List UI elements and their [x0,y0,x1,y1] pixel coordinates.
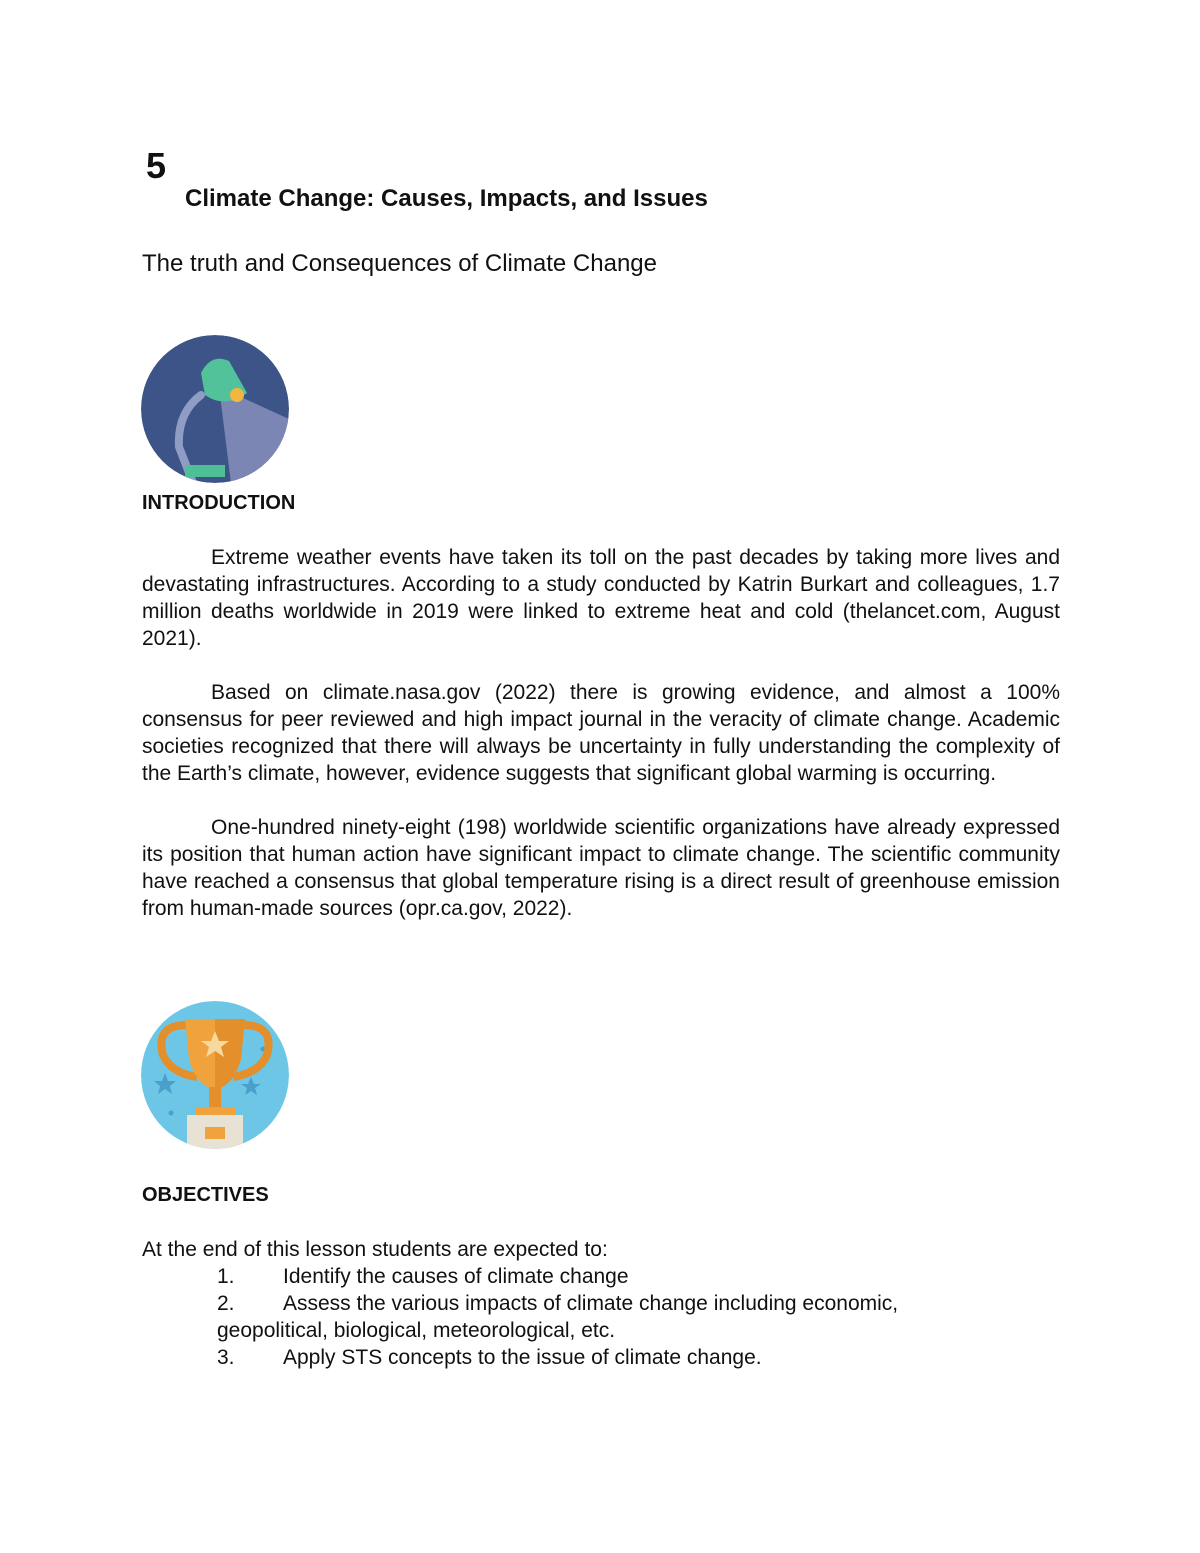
lesson-subtitle: The truth and Consequences of Climate Change [142,250,657,277]
objective-text: Assess the various impacts of climate change including economic, [283,1292,899,1315]
introduction-paragraph: One-hundred ninety-eight (198) worldwide scientific organizations have already expressed its position that human action have significant impact to climate change. The scientific community have reached a consensus that global temperature rising is a direct result of greenhouse emission from human-made sources (opr.ca.gov, 2022). [142,816,1060,920]
lesson-number: 5 [146,145,167,186]
introduction-paragraph: Based on climate.nasa.gov (2022) there is growing evidence, and almost a 100% consensus for peer reviewed and high impact journal in the veracity of climate change. Academic societies recognized that there will always be uncertainty in fully understanding the complexity of the Earth’s climate, however, evidence suggests that significant global warming is occurring. [142,681,1060,785]
objective-number: 2. [217,1292,235,1315]
objectives-list [217,1263,1017,1371]
objective-text-continued: geopolitical, biological, meteorological, etc. [217,1319,616,1342]
objective-text: Apply STS concepts to the issue of climate change. [283,1346,762,1369]
objective-item [217,1290,1017,1344]
introduction-heading: INTRODUCTION [142,492,296,514]
objectives-heading: OBJECTIVES [142,1184,269,1206]
objective-item [217,1344,1017,1371]
lesson-title: Climate Change: Causes, Impacts, and Issues [185,185,708,212]
objective-item [217,1263,1017,1290]
objective-text: Identify the causes of climate change [283,1265,629,1288]
objective-number: 1. [217,1265,235,1288]
desk-lamp-icon [141,335,289,483]
introduction-body [142,544,1060,949]
trophy-icon [141,1001,289,1149]
objectives-intro: At the end of this lesson students are expected to: [142,1238,608,1261]
introduction-paragraph: Extreme weather events have taken its toll on the past decades by taking more lives and devastating infrastructures. According to a study conducted by Katrin Burkart and colleagues, 1.7 million deaths worldwide in 2019 were linked to extreme heat and cold (thelancet.com, August 2021). [142,546,1060,650]
objective-number: 3. [217,1346,235,1369]
